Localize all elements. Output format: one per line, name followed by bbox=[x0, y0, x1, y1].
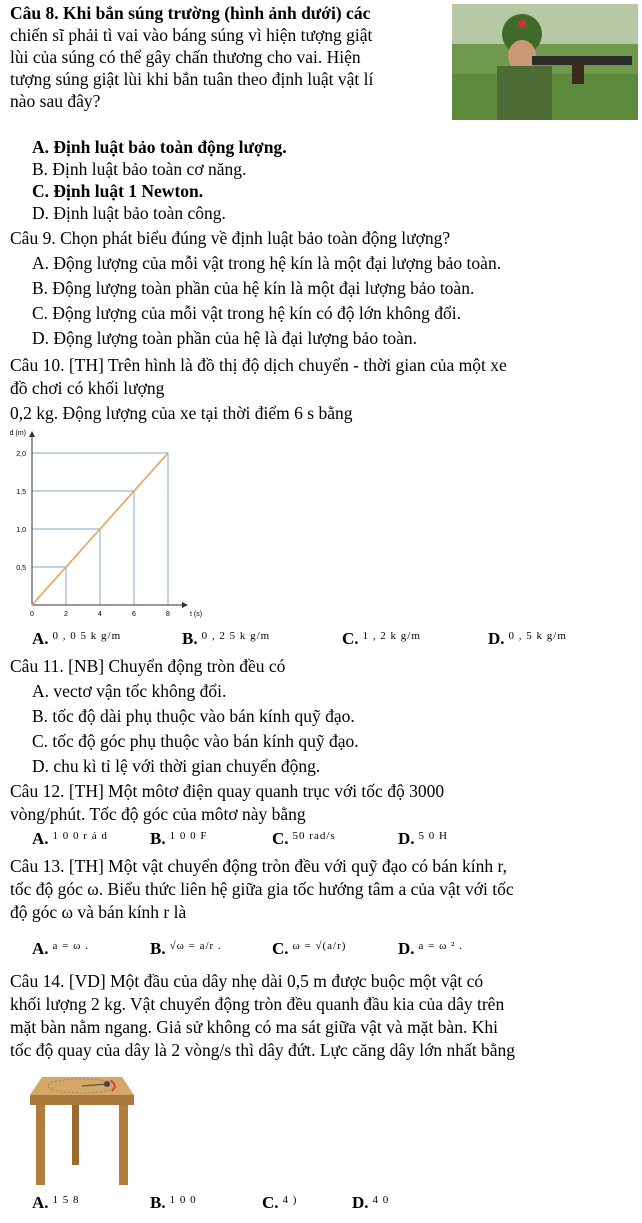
q12-line-1: Câu 12. [TH] Một môtơ điện quay quanh trục với tốc độ 3000 bbox=[10, 781, 445, 801]
q13-option-a: A. $^{a = \omega .}$ bbox=[32, 939, 89, 958]
q14-option-a: A. $^{1 5 8}$ bbox=[32, 1193, 80, 1212]
q10-option-b: B. $^{0 , 2 5 k g/m}$ bbox=[182, 629, 271, 648]
q10-option-c: C. $^{1 , 2 k g/m}$ bbox=[342, 629, 421, 648]
q10-option-a: A. $^{0 , 0 5 k g/m}$ bbox=[32, 629, 122, 648]
x-axis-label: t (s) bbox=[190, 611, 203, 618]
q8-option-a: A. Định luật bảo toàn động lượng. bbox=[32, 137, 287, 157]
q8-line-1: Câu 8. Khi bắn súng trường (hình ảnh dưới) các bbox=[10, 3, 371, 23]
q9-title: Câu 9. Chọn phát biểu đúng về định luật bảo toàn động lượng? bbox=[10, 228, 451, 248]
q13-option-c: C. $^{\omega = √(a/r)}$ bbox=[272, 939, 347, 958]
q11-option-c: C. tốc độ góc phụ thuộc vào bán kính quỹ đạo. bbox=[32, 731, 359, 751]
q13-line-3: độ góc ω và bán kính r là bbox=[10, 902, 187, 922]
q14-option-d: D. $^{4 0}$ bbox=[352, 1193, 390, 1212]
q8-line-5: nào sau đây? bbox=[10, 91, 101, 111]
q12-option-b: B. $^{1 0 0 F}$ bbox=[150, 829, 208, 848]
q13-option-d: D. $^{a = \omega ^2 .}$ bbox=[398, 939, 463, 958]
q13-line-1: Câu 13. [TH] Một vật chuyển động tròn đều với quỹ đạo có bán kính r, bbox=[10, 856, 507, 876]
q9-option-c: C. Động lượng của mỗi vật trong hệ kín có độ lớn không đổi. bbox=[32, 303, 461, 323]
q8-option-b: B. Định luật bảo toàn cơ năng. bbox=[32, 159, 247, 179]
x-tick-label: 8 bbox=[166, 611, 170, 618]
q11-title: Câu 11. [NB] Chuyển động tròn đều có bbox=[10, 656, 286, 676]
x-axis-arrow bbox=[182, 602, 188, 608]
q11-option-d: D. chu kì tỉ lệ với thời gian chuyển động. bbox=[32, 756, 321, 776]
q10-option-d: D. $^{0 , 5 k g/m}$ bbox=[488, 629, 567, 648]
q9-option-d: D. Động lượng toàn phần của hệ là đại lượng bảo toàn. bbox=[32, 328, 417, 348]
q11-option-a: A. vectơ vận tốc không đổi. bbox=[32, 681, 227, 701]
q8-option-c: C. Định luật 1 Newton. bbox=[32, 181, 204, 201]
q12-line-2: vòng/phút. Tốc độ góc của môtơ này bằng bbox=[10, 804, 306, 824]
q9-option-b: B. Động lượng toàn phần của hệ kín là một đại lượng bảo toàn. bbox=[32, 278, 475, 298]
q12-option-d: D. $^{5 0 H}$ bbox=[398, 829, 448, 848]
y-tick-label: 1,0 bbox=[16, 527, 26, 534]
q14-line-2: khối lượng 2 kg. Vật chuyển động tròn đều quanh đầu kia của dây trên bbox=[10, 994, 505, 1014]
q8-line-3: lùi của súng có thể gây chấn thương cho vai. Hiện bbox=[10, 47, 361, 67]
q8-option-d: D. Định luật bảo toàn công. bbox=[32, 203, 226, 223]
y-axis-label: d (m) bbox=[9, 430, 26, 437]
q14-option-c: C. $^{4 )}$ bbox=[262, 1193, 298, 1212]
soldier-rifle-photo bbox=[452, 4, 638, 120]
q14-option-b: B. $^{1 0 0}$ bbox=[150, 1193, 197, 1212]
q10-line-2: đồ chơi có khối lượng bbox=[10, 378, 165, 398]
q9-option-a: A. Động lượng của mỗi vật trong hệ kín là một đại lượng bảo toàn. bbox=[32, 253, 502, 273]
q12-option-c: C. $^{50 rad/s}$ bbox=[272, 829, 336, 848]
displacement-time-chart bbox=[8, 423, 238, 623]
q14-line-4: tốc độ quay của dây là 2 vòng/s thì dây đứt. Lực căng dây lớn nhất bằng bbox=[10, 1040, 515, 1060]
q12-option-a: A. $^{1 0 0 r á d}$ bbox=[32, 829, 108, 848]
q10-line-1: Câu 10. [TH] Trên hình là đồ thị độ dịch chuyển - thời gian của một xe bbox=[10, 355, 507, 375]
q8-line-2: chiến sĩ phải tì vai vào báng súng vì hiện tượng giật bbox=[10, 25, 373, 45]
x-tick-label: 0 bbox=[30, 611, 34, 618]
y-tick-label: 1,5 bbox=[16, 489, 26, 496]
y-tick-label: 2,0 bbox=[16, 451, 26, 458]
rotating-mass-on-table-figure bbox=[22, 1065, 142, 1190]
q14-line-1: Câu 14. [VD] Một đầu của dây nhẹ dài 0,5 m được buộc một vật có bbox=[10, 971, 484, 991]
q10-line-3: 0,2 kg. Động lượng của xe tại thời điểm 6 s bằng bbox=[10, 403, 353, 423]
q13-option-b: B. $^{√\omega = a/r .}$ bbox=[150, 939, 222, 958]
y-tick-label: 0,5 bbox=[16, 565, 26, 572]
x-tick-label: 6 bbox=[132, 611, 136, 618]
q8-line-4: tượng súng giật lùi khi bắn tuân theo định luật vật lí bbox=[10, 69, 374, 89]
q14-line-3: mặt bàn nằm ngang. Giả sử không có ma sát giữa vật và mặt bàn. Khi bbox=[10, 1017, 498, 1037]
y-axis-arrow bbox=[29, 431, 35, 437]
q13-line-2: tốc độ góc ω. Biểu thức liên hệ giữa gia tốc hướng tâm a của vật với tốc bbox=[10, 879, 514, 899]
x-tick-label: 4 bbox=[98, 611, 102, 618]
x-tick-label: 2 bbox=[64, 611, 68, 618]
q11-option-b: B. tốc độ dài phụ thuộc vào bán kính quỹ đạo. bbox=[32, 706, 355, 726]
